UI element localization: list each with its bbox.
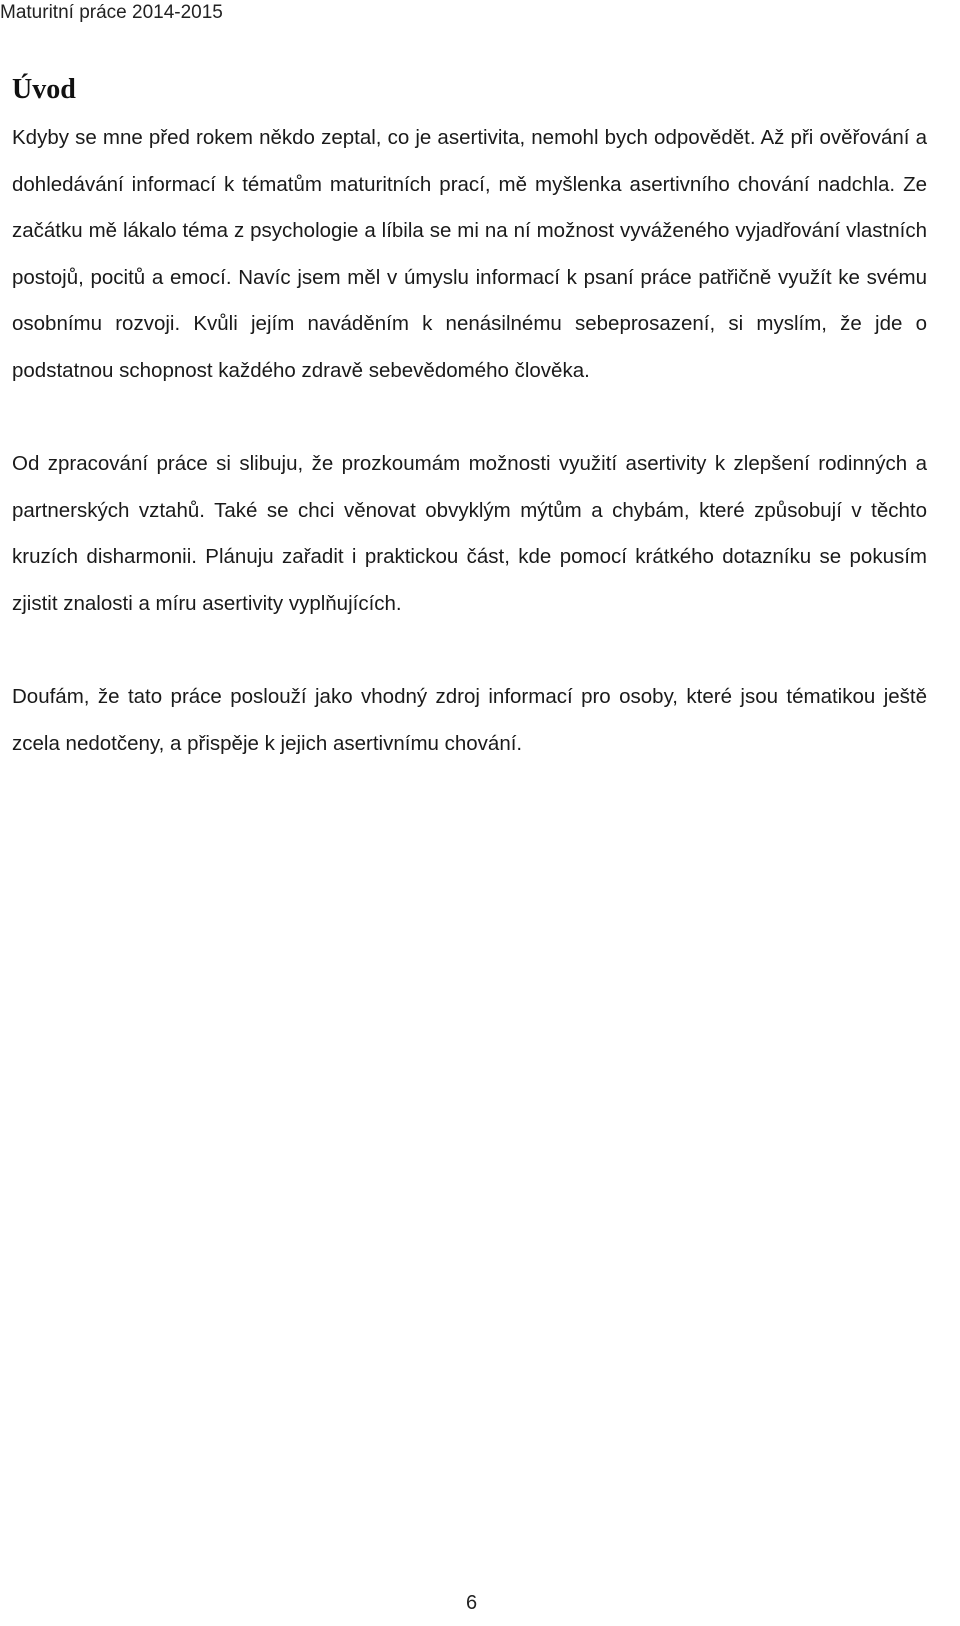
paragraph-3: Doufám, že tato práce poslouží jako vhodný zdroj informací pro osoby, které jsou tématikou ještě zcela nedotčeny, a přispěje k jejich asertivnímu chování.: [12, 685, 927, 755]
body-text: [12, 115, 927, 814]
running-header: Maturitní práce 2014-2015: [0, 2, 223, 23]
paragraph-1: Kdyby se mne před rokem někdo zeptal, co je asertivita, nemohl bych odpovědět. Až při ověřování a dohledávání informací k tématům maturitních prací, mě myšlenka asertivního chování nadchla. Ze začátku mě lákalo téma z psychologie a líbila se mi na ní možnost vyváženého vyjadřování vlastních postojů, pocitů a emocí. Navíc jsem měl v úmyslu informací k psaní práce patřičně využít ke svému osobnímu rozvoji. Kvůli jejím naváděním k nenásilnému sebeprosazení, si myslím, že jde o podstatnou schopnost každého zdravě sebevědomého člověka.: [12, 126, 927, 382]
paragraph-2: Od zpracování práce si slibuju, že prozkoumám možnosti využití asertivity k zlepšení rodinných a partnerských vztahů. Také se chci věnovat obvyklým mýtům a chybám, které způsobují v těchto kruzích disharmonii. Plánuju zařadit i praktickou část, kde pomocí krátkého dotazníku se pokusím zjistit znalosti a míru asertivity vyplňujících.: [12, 452, 927, 615]
page-number: 6: [465, 1592, 478, 1614]
section-heading: Úvod: [12, 74, 76, 105]
